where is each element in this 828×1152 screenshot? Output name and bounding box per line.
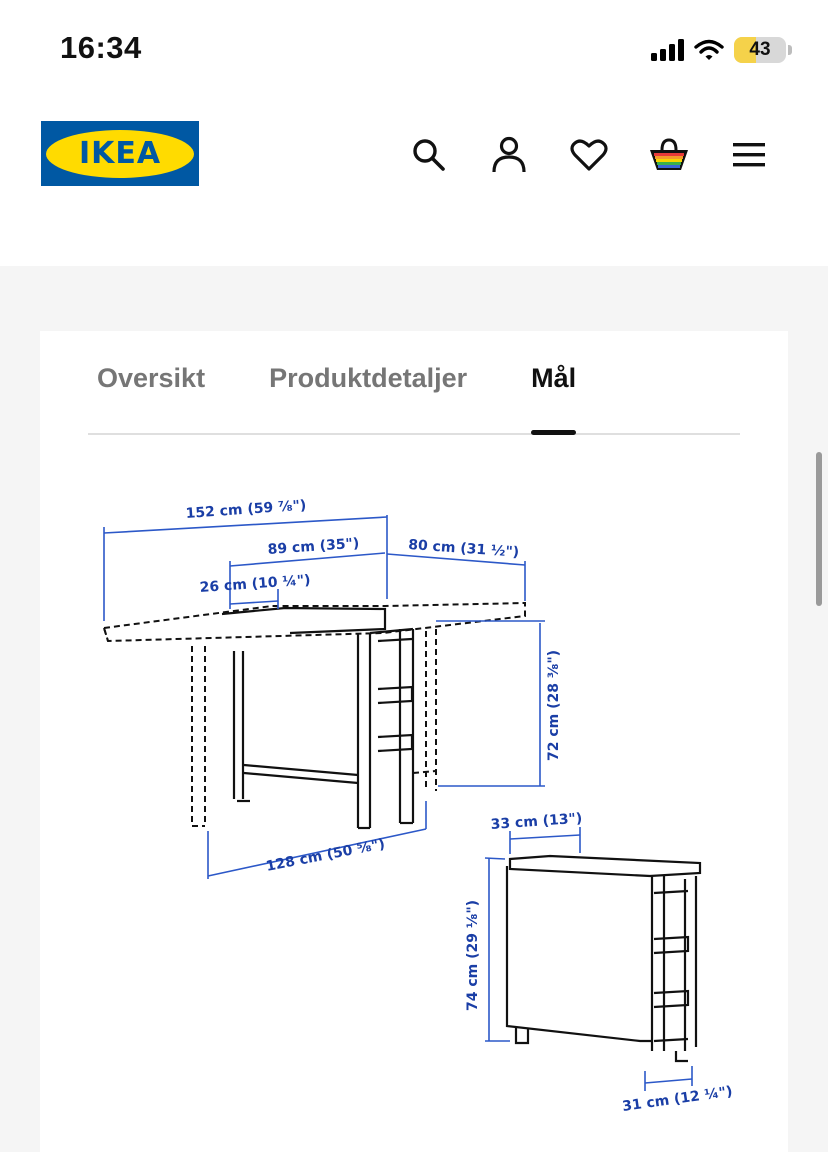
status-time: 16:34 — [60, 30, 142, 65]
tab-oversikt[interactable]: Oversikt — [97, 363, 206, 393]
dim-width-extended: 152 cm (59 ⅞") — [185, 497, 307, 522]
folded-table-drawing — [507, 856, 700, 1061]
dim-width-one-leaf: 89 cm (35") — [267, 535, 360, 558]
battery-level: 43 — [749, 39, 771, 60]
account-icon[interactable] — [488, 134, 530, 176]
status-bar — [0, 0, 828, 100]
heart-icon[interactable] — [568, 134, 610, 176]
battery-indicator — [734, 37, 786, 63]
dim-leg-span: 128 cm (50 ⅝") — [264, 836, 387, 875]
site-header — [0, 100, 828, 266]
extended-dimension-lines — [104, 515, 545, 879]
dim-folded-depth: 31 cm (12 ¼") — [621, 1083, 734, 1115]
battery-icon — [734, 37, 792, 63]
signal-icon — [651, 39, 684, 61]
product-tabs — [88, 351, 740, 435]
logo-oval — [46, 130, 194, 178]
search-icon[interactable] — [408, 134, 450, 176]
tab-mal[interactable] — [531, 351, 576, 433]
tab-produktdetaljer[interactable]: Produktdetaljer — [269, 363, 468, 393]
menu-icon[interactable] — [728, 134, 770, 176]
dim-folded-width: 33 cm (13") — [490, 810, 583, 833]
dim-leaf-width: 80 cm (31 ½") — [407, 537, 520, 561]
ikea-logo[interactable] — [41, 121, 199, 186]
dimensions-diagram — [40, 461, 788, 1151]
folded-dimension-lines — [485, 827, 692, 1091]
logo-text: IKEA — [78, 136, 162, 171]
basket-icon[interactable] — [648, 134, 690, 176]
dim-folded-height: 74 cm (29 ⅛") — [465, 899, 481, 1011]
extended-table-drawing — [104, 603, 525, 828]
status-icons — [651, 34, 792, 66]
tab-mal-label: Mål — [531, 363, 577, 393]
wifi-icon — [694, 39, 724, 61]
product-info-card — [40, 331, 788, 1152]
dim-height-open: 72 cm (28 ⅜") — [546, 649, 562, 761]
header-nav-icons — [408, 134, 770, 176]
page-scrollbar[interactable] — [816, 452, 822, 606]
active-tab-indicator — [531, 430, 576, 435]
dim-middle-section: 26 cm (10 ¼") — [199, 572, 312, 596]
